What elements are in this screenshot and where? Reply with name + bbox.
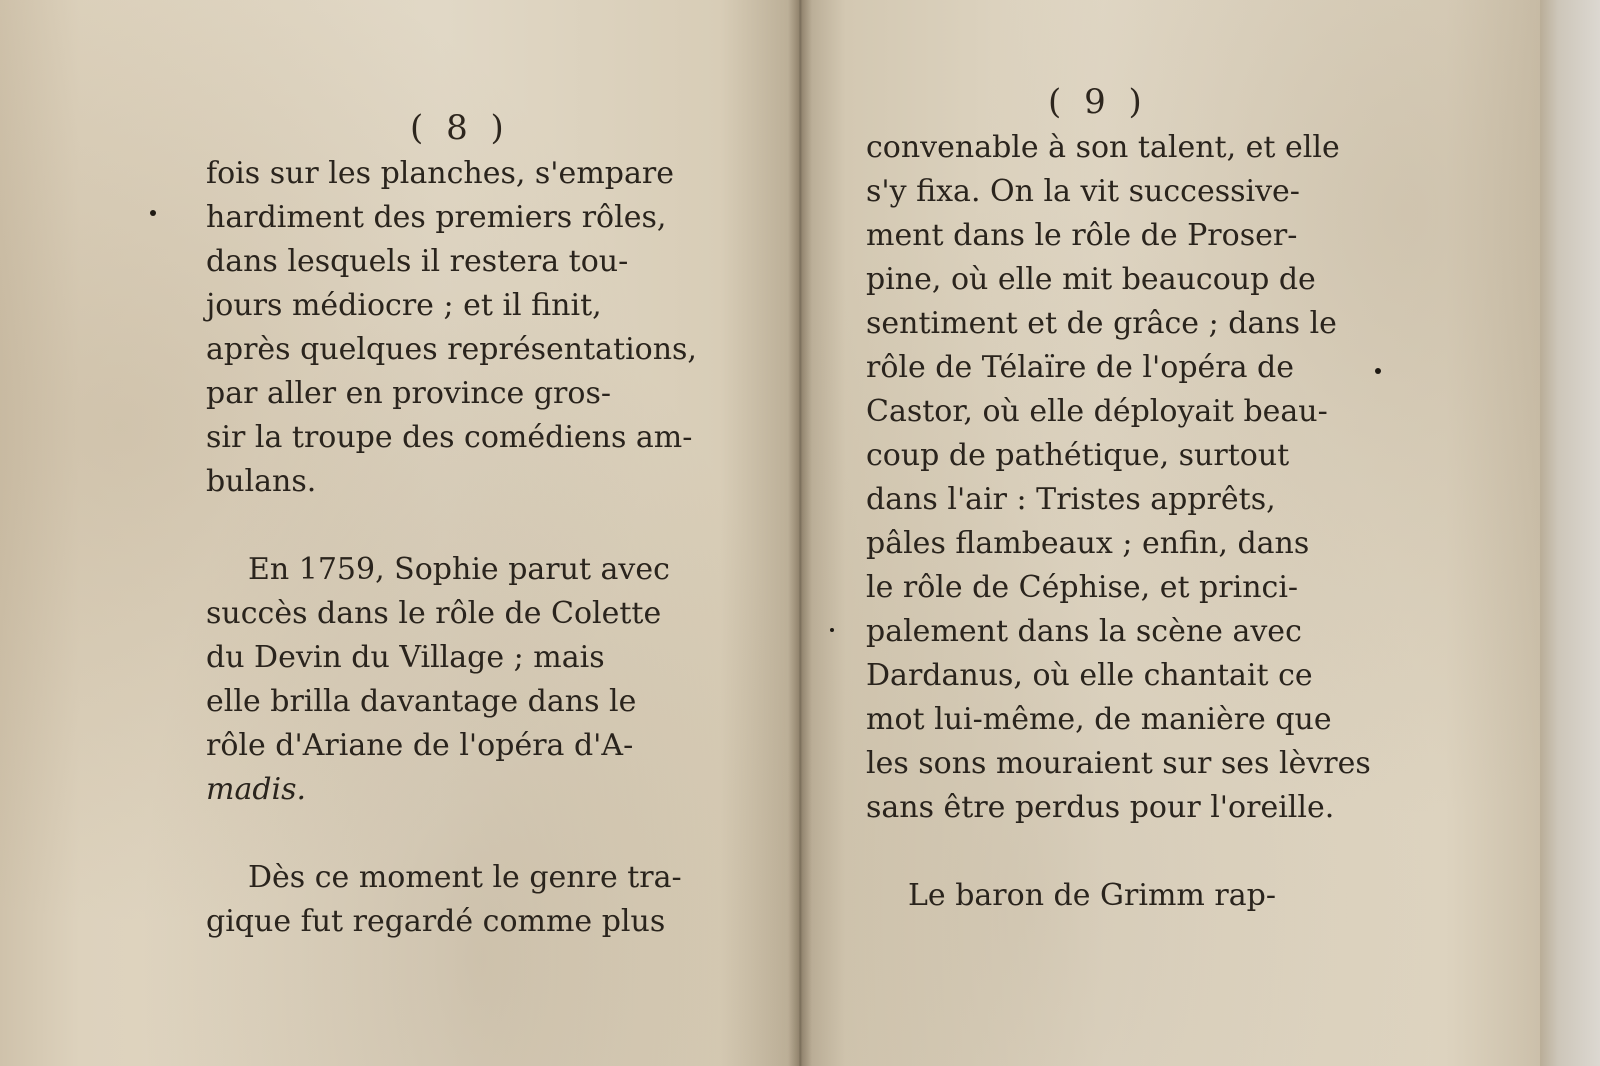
- page-number-right: ( 9 ): [1048, 82, 1148, 122]
- ink-speck: [1375, 368, 1381, 374]
- right-page-text: [866, 126, 1371, 918]
- ink-speck: [150, 210, 156, 216]
- text-line: s'y fixa. On la vit successive-: [866, 174, 1300, 209]
- text-line: dans lesquels il restera tou-: [206, 244, 629, 279]
- text-line: palement dans la scène avec: [866, 614, 1302, 649]
- text-line: sans être perdus pour l'oreille.: [866, 790, 1335, 825]
- text-line: rôle de Télaïre de l'opéra de: [866, 350, 1294, 385]
- text-line: sir la troupe des comédiens am-: [206, 420, 693, 455]
- text-line: rôle d'Ariane de l'opéra d'A-: [206, 728, 634, 763]
- right-page: [800, 0, 1560, 1066]
- text-line: fois sur les planches, s'empare: [206, 156, 674, 191]
- background-cloth: [1540, 0, 1600, 1066]
- text-line: gique fut regardé comme plus: [206, 904, 666, 939]
- text-line: dans l'air : Tristes apprêts,: [866, 482, 1276, 517]
- text-line: madis.: [206, 772, 307, 807]
- text-line: jours médiocre ; et il finit,: [206, 288, 602, 323]
- text-line: convenable à son talent, et elle: [866, 130, 1340, 165]
- text-line: sentiment et de grâce ; dans le: [866, 306, 1337, 341]
- text-line: mot lui-même, de manière que: [866, 702, 1332, 737]
- ink-speck: [830, 628, 834, 632]
- text-line: Dardanus, où elle chantait ce: [866, 658, 1313, 693]
- text-line: Dès ce moment le genre tra-: [248, 860, 682, 895]
- page-number-left: ( 8 ): [410, 108, 510, 148]
- text-line: ment dans le rôle de Proser-: [866, 218, 1298, 253]
- text-line: Castor, où elle déployait beau-: [866, 394, 1328, 429]
- text-line: bulans.: [206, 464, 317, 499]
- text-line: hardiment des premiers rôles,: [206, 200, 667, 235]
- text-line: Le baron de Grimm rap-: [908, 878, 1276, 913]
- text-line: après quelques représentations,: [206, 332, 697, 367]
- text-line: En 1759, Sophie parut avec: [248, 552, 670, 587]
- text-line: coup de pathétique, surtout: [866, 438, 1290, 473]
- text-line: du Devin du Village ; mais: [206, 640, 605, 675]
- text-line: pine, où elle mit beaucoup de: [866, 262, 1316, 297]
- text-line: les sons mouraient sur ses lèvres: [866, 746, 1371, 781]
- left-page-text: [206, 152, 697, 944]
- text-line: par aller en province gros-: [206, 376, 611, 411]
- text-line: succès dans le rôle de Colette: [206, 596, 662, 631]
- text-line: pâles flambeaux ; enfin, dans: [866, 526, 1310, 561]
- text-line: elle brilla davantage dans le: [206, 684, 637, 719]
- text-line: le rôle de Céphise, et princi-: [866, 570, 1299, 605]
- book-gutter: [788, 0, 812, 1066]
